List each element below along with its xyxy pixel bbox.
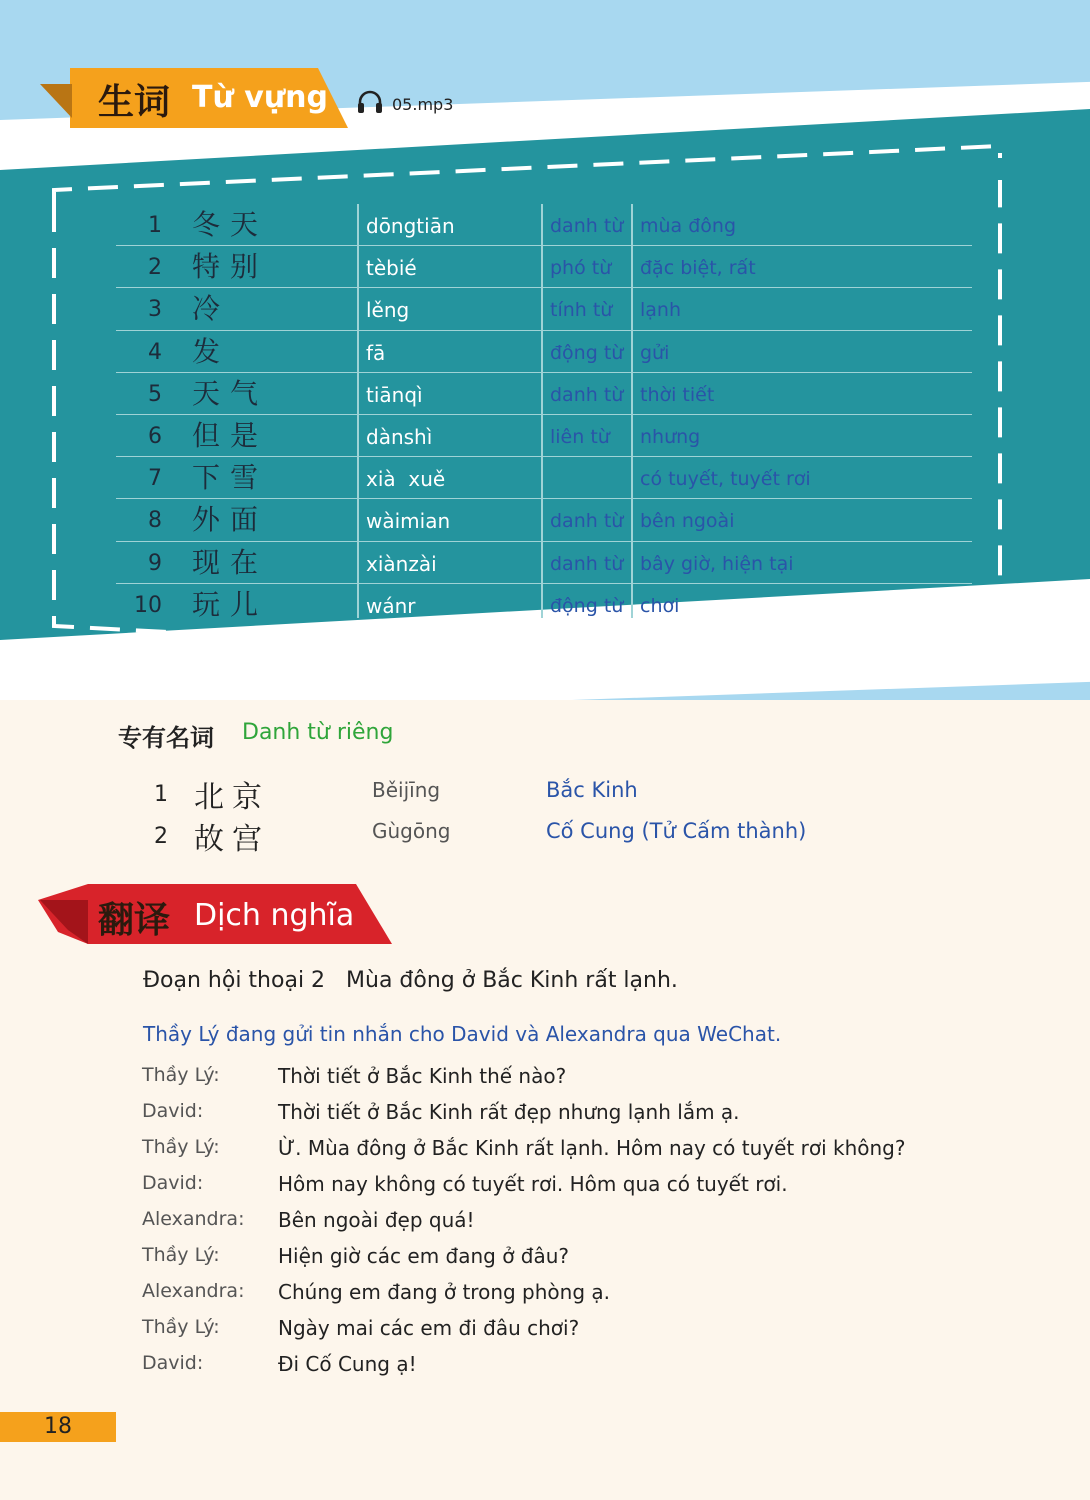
- vocab-number: 10: [134, 592, 162, 618]
- dialogue-speaker: David:: [142, 1172, 204, 1194]
- proper-noun-number: 2: [154, 824, 168, 849]
- vocab-hanzi: 但是: [192, 418, 269, 452]
- vocab-number: 8: [148, 508, 162, 534]
- vocab-number: 4: [148, 339, 162, 365]
- proper-nouns-heading-zh: 专有名词: [118, 723, 214, 752]
- vocab-meaning: chơi: [640, 594, 680, 617]
- vocab-pinyin: dōngtiān: [366, 214, 455, 238]
- proper-nouns-heading-vi: Danh từ riêng: [242, 720, 394, 745]
- vocab-part-of-speech: phó từ: [550, 257, 612, 280]
- dialogue-speaker: David:: [142, 1100, 204, 1122]
- dialogue-line: [142, 1172, 1042, 1208]
- dialogue-line: [142, 1280, 1042, 1316]
- proper-noun-pinyin: Gùgōng: [372, 819, 451, 843]
- vocab-row: [116, 288, 972, 330]
- vocab-meaning: bên ngoài: [640, 510, 735, 533]
- dialogue-text: Đi Cố Cung ạ!: [278, 1352, 417, 1376]
- proper-noun-meaning: Cố Cung (Tử Cấm thành): [546, 819, 807, 843]
- proper-noun-hanzi: 北京: [194, 780, 270, 815]
- vocab-hanzi: 特别: [192, 250, 269, 284]
- dialogue-line: [142, 1100, 1042, 1136]
- vocab-row: [116, 415, 972, 457]
- headphones-icon[interactable]: [356, 88, 384, 116]
- proper-noun-meaning: Bắc Kinh: [546, 778, 638, 802]
- dialogue-text: Thời tiết ở Bắc Kinh rất đẹp nhưng lạnh lắm ạ.: [278, 1100, 740, 1124]
- dialogue-text: Bên ngoài đẹp quá!: [278, 1208, 475, 1232]
- dialogue-line: [142, 1208, 1042, 1244]
- dialogue-speaker: David:: [142, 1352, 204, 1374]
- translation-title-zh: 翻译: [98, 899, 171, 941]
- vocab-number: 1: [148, 213, 162, 238]
- vocab-hanzi: 下雪: [192, 461, 269, 495]
- vocab-number: 5: [148, 381, 162, 407]
- vocab-number: 6: [148, 423, 162, 449]
- vocab-hanzi: 冷: [192, 292, 231, 326]
- vocab-meaning: bây giờ, hiện tại: [640, 552, 794, 575]
- vocab-pinyin: wánr: [366, 593, 416, 618]
- vocab-pinyin: fā: [366, 340, 386, 365]
- vocab-row: [116, 457, 972, 499]
- vocab-pinyin: tèbié: [366, 256, 417, 281]
- dialogue-line: [142, 1136, 1042, 1172]
- vocab-part-of-speech: tính từ: [550, 299, 613, 322]
- vocab-pinyin: wàimian: [366, 509, 451, 534]
- dialogue-text: Ngày mai các em đi đâu chơi?: [278, 1316, 580, 1340]
- dialogue-speaker: Alexandra:: [142, 1280, 245, 1302]
- vocab-number: 7: [148, 466, 162, 492]
- vocab-meaning: đặc biệt, rất: [640, 257, 756, 280]
- vocab-hanzi: 现在: [192, 545, 269, 579]
- vocab-pinyin: tiānqì: [366, 382, 423, 407]
- dialogue-text: Thời tiết ở Bắc Kinh thế nào?: [278, 1064, 567, 1088]
- vocab-hanzi: 发: [192, 334, 231, 368]
- dialogue-intro: Thầy Lý đang gửi tin nhắn cho David và Alexandra qua WeChat.: [143, 1022, 782, 1046]
- proper-noun-pinyin: Běijīng: [372, 778, 441, 802]
- dialogue-speaker: Thầy Lý:: [142, 1316, 220, 1338]
- proper-noun-number: 1: [154, 782, 168, 807]
- vocab-meaning: mùa đông: [640, 215, 737, 237]
- vocab-pinyin: xiànzài: [366, 551, 437, 576]
- vocab-meaning: nhưng: [640, 425, 701, 448]
- vocab-pinyin: dànshì: [366, 424, 433, 449]
- vocab-number: 3: [148, 297, 162, 323]
- vocab-meaning: lạnh: [640, 299, 682, 322]
- dialogue-text: Chúng em đang ở trong phòng ạ.: [278, 1280, 611, 1304]
- vocab-pinyin: xià xuě: [366, 467, 446, 492]
- page-number: 18: [44, 1414, 72, 1439]
- vocab-meaning: thời tiết: [640, 383, 715, 406]
- tag-fold-shape: [40, 80, 80, 120]
- translation-title-vi: Dịch nghĩa: [194, 898, 355, 933]
- vocab-part-of-speech: danh từ: [550, 552, 624, 575]
- vocab-hanzi: 冬天: [192, 208, 269, 241]
- vocab-row: [116, 499, 972, 541]
- vocab-hanzi: 外面: [192, 503, 269, 537]
- vocab-row: [116, 542, 972, 584]
- vocab-meaning: gửi: [640, 341, 670, 364]
- vocab-part-of-speech: danh từ: [550, 510, 624, 533]
- audio-file-label[interactable]: 05.mp3: [392, 95, 454, 114]
- vocab-title-vi: Từ vựng: [192, 80, 329, 115]
- vocab-row: [116, 246, 972, 288]
- dialogue-text: Hôm nay không có tuyết rơi. Hôm qua có tuyết rơi.: [278, 1172, 788, 1196]
- vocab-row: [116, 204, 972, 246]
- dialogue-line: [142, 1244, 1042, 1280]
- dialogue-line: [142, 1064, 1042, 1100]
- dialogue-speaker: Thầy Lý:: [142, 1244, 220, 1266]
- dialogue-text: Hiện giờ các em đang ở đâu?: [278, 1244, 570, 1268]
- vocab-row: [116, 373, 972, 415]
- vocab-hanzi: 玩儿: [192, 587, 269, 621]
- dialogue-text: Ừ. Mùa đông ở Bắc Kinh rất lạnh. Hôm nay có tuyết rơi không?: [278, 1136, 906, 1160]
- vocab-table: [116, 204, 972, 625]
- vocab-row: [116, 584, 972, 625]
- vocab-pinyin: lěng: [366, 298, 410, 323]
- dialogue-line: [142, 1352, 1042, 1388]
- vocab-meaning: có tuyết, tuyết rơi: [640, 468, 811, 491]
- vocab-part-of-speech: danh từ: [550, 383, 624, 406]
- proper-noun-hanzi: 故宫: [194, 822, 270, 857]
- dialogue-speaker: Thầy Lý:: [142, 1064, 220, 1086]
- dialogue-speaker: Thầy Lý:: [142, 1136, 220, 1158]
- vocab-hanzi: 天气: [192, 376, 269, 410]
- vocab-row: [116, 331, 972, 373]
- vocab-part-of-speech: danh từ: [550, 215, 624, 237]
- vocab-title-zh: 生词: [98, 81, 171, 123]
- vocab-part-of-speech: động từ: [550, 594, 624, 617]
- vocab-number: 2: [148, 255, 162, 281]
- dialogue-line: [142, 1316, 1042, 1352]
- vocab-part-of-speech: động từ: [550, 341, 624, 364]
- vocab-number: 9: [148, 550, 162, 576]
- vocab-part-of-speech: liên từ: [550, 425, 610, 448]
- dialogue-speaker: Alexandra:: [142, 1208, 245, 1230]
- dialogue-title: Đoạn hội thoại 2 Mùa đông ở Bắc Kinh rất lạnh.: [143, 968, 678, 993]
